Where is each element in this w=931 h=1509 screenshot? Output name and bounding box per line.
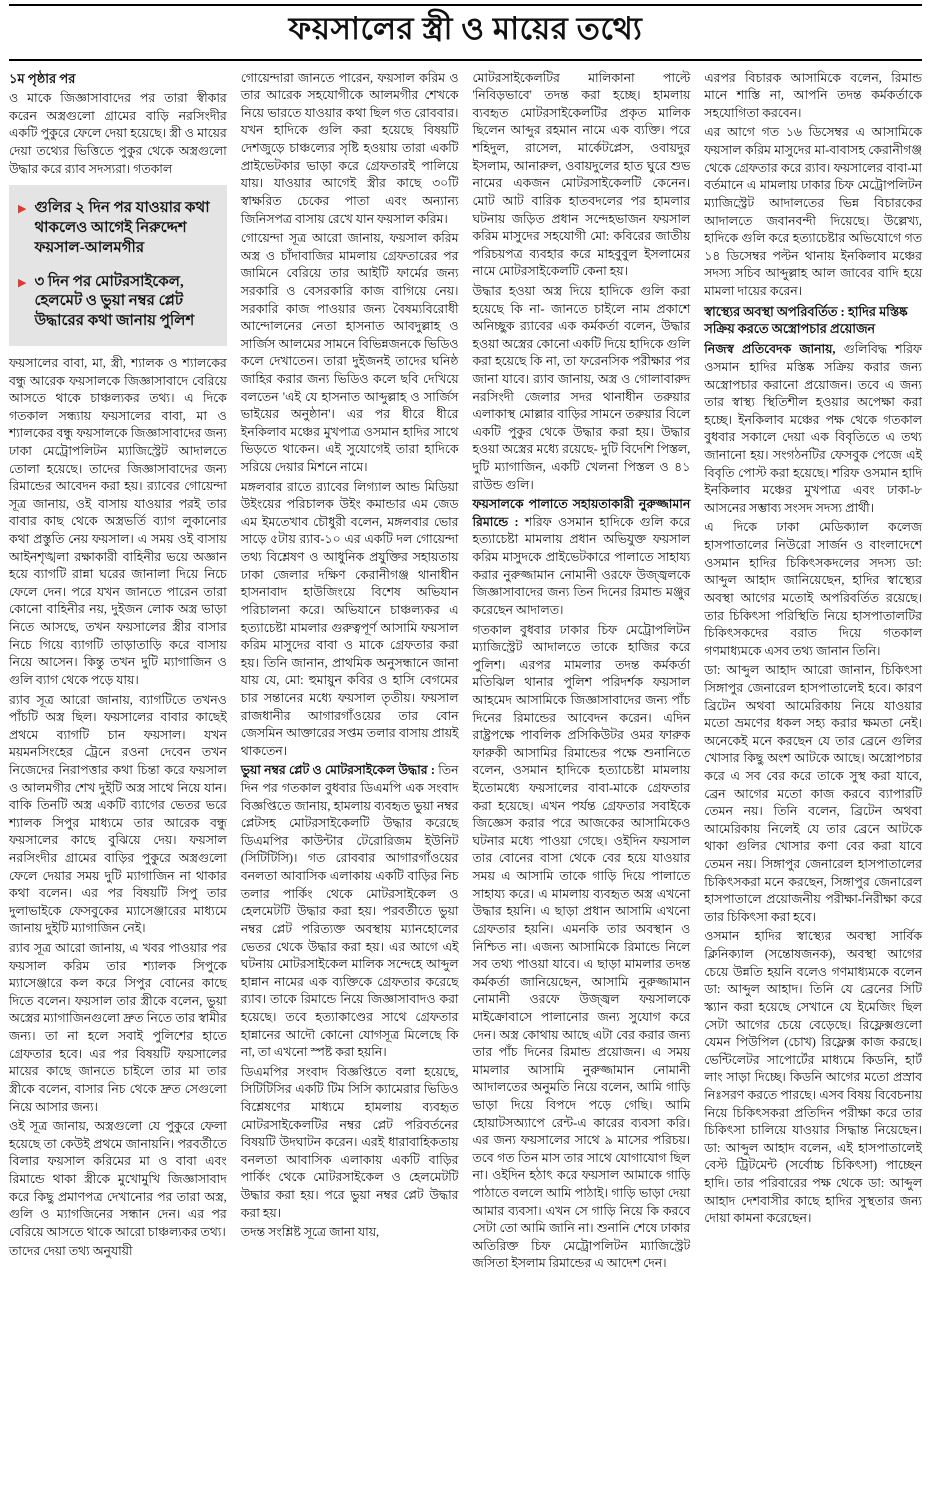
highlight-item-text: ৩ দিন পর মোটরসাইকেল, হেলমেট ও ভুয়া নম্বর প্লেট উদ্ধারের কথা জানায় পুলিশ — [34, 273, 195, 330]
highlight-item — [18, 199, 217, 258]
article-paragraph: এরপর বিচারক আসামিকে বলেন, রিমান্ড মানে শাস্তি না, আপনি তদন্ত কর্মকর্তাকে সহযোগিতা করবেন। — [704, 70, 922, 120]
article-paragraph: ওসমান হাদির স্বাস্থ্যের অবস্থা সার্বিক ক্লিনিক্যাল (সন্তোষজনক), অবস্থা আগের চেয়ে উন্নতি হয়নি বলেও গণমাধ্যমকে বলেন ডা: আব্দুল আহাদ। তিনি যে ব্রেনের সিটি স্ক্যান করা হয়েছে সেখানে যে ইমেজিং ছিল সেটা আগের চেয়ে বেড়েছে। রিফ্লেক্সগুলো যেমন পিউপিল (চোখ) রিফ্লেক্স কাজ করছে। ভেন্টিলেটর সাপোর্টের মাধ্যমে কিডনি, হার্ট লাং সাড়া দিচ্ছে। কিডনি আগের মতো প্রস্রাব নিঃসরণ করতে পারছে। এসব বিষয় বিবেচনায় নিয়ে চিকিৎসকরা প্রতিদিন পরীক্ষা করে তার চিকিৎসা চালিয়ে যাওয়ার সিদ্ধান্ত নিয়েছেন। ডা: আব্দুল আহাদ বলেন, এই হাসপাতালেই বেস্ট ট্রিটমেন্ট (সর্বোচ্চ চিকিৎসা) পাচ্ছেন হাদি। তার পরিবারের পক্ষ থেকে ডা: আব্দুল আহাদ দেশবাসীর কাছে হাদির সুস্থতার জন্য দোয়া কামনা করেছেন। — [704, 929, 922, 1226]
bullet-arrow-icon: ▶ — [18, 203, 27, 216]
paragraph-lead: নিজস্ব প্রতিবেদক জানায়, — [704, 342, 844, 357]
article-paragraph: এর আগে গত ১৬ ডিসেম্বর এ আসামিকে ফয়সাল করিম মাসুদের মা-বাবাসহ কেরানীগঞ্জ থেকে গ্রেফতার করে র‍্যাব। ফয়সালের বাবা-মা বর্তমানে এ মামলায় ঢাকার চিফ মেট্রোপলিটন ম্যাজিস্ট্রেট আদালতের ভিন্ন বিচারকের আদালতে জবানবন্দী দিয়েছে। উল্লেখ্য, হাদিকে গুলি করে হত্যাচেষ্টার অভিযোগে গত ১৪ ডিসেম্বর পল্টন থানায় ইনকিলাব মঞ্চের সদস্য সচিব আব্দুল্লাহ আল জাবের বাদি হয়ে মামলা দায়ের করেন। — [704, 125, 922, 298]
article-headline: ফয়সালের স্ত্রী ও মায়ের তথ্যে — [288, 11, 643, 46]
article-header — [9, 4, 922, 61]
article-column-4 — [704, 70, 922, 1230]
article-paragraph: ডা: আব্দুল আহাদ আরো জানান, চিকিৎসা সিঙ্গাপুর জেনারেল হাসপাতালেই হবে। কারণ ব্রিটেন অথবা আমেরিকায় নিয়ে যাওয়ার মতো ভ্রমণের ধকল সহ্য করার ক্ষমতা নেই। অনেকেই মনে করছেন যে তার ব্রেনে গুলির খোসার কিছু অংশ আটকে আছে। অস্ত্রোপচার করে এ সব বের করে তাকে সুস্থ করা যাবে, ব্রেন আগের মতো কাজ করবে ব্যাপারটি তেমন নয়। তিনি বলেন, ব্রিটেন অথবা আমেরিকায় নিলেই যে তার ব্রেনে আটকে থাকা গুলির খোসার কণা বের করা যাবে তেমন নয়। সিঙ্গাপুর জেনারেল হাসপাতালের চিকিৎসকরা মনে করছেন, সিঙ্গাপুর জেনারেল হাসপাতালে প্রয়োজনীয় পরীক্ষা-নিরীক্ষা করে তার চিকিৎসা করা হবে। — [704, 663, 922, 924]
article-paragraph: ফয়সালকে পালাতে সহায়তাকারী নুরুজ্জামান রিমান্ডে : শরিফ ওসমান হাদিকে গুলি করে হত্যাচেষ্টা মামলায় প্রধান অভিযুক্ত ফয়সাল করিম মাসুদকে প্রাইভেটকারে পালাতে সাহায্য করার নুরুজ্জামান নোমানী ওরফে উজ্জ্বলকে জিজ্ঞাসাবাদের জন্য তিন দিনের রিমান্ড মঞ্জুর করেছেন আদালত। — [472, 497, 691, 617]
article-paragraph: তাদের দেয়া তথ্য অনুযায়ী — [9, 1244, 133, 1259]
article-paragraph: মঙ্গলবার রাতে র‍্যাবের লিগ্যাল আন্ড মিডিয়া উইংয়ের পরিচালক উইং কমান্ডার এম জেড এম ইমতেখাব চৌধুরী বলেন, মঙ্গলবার ভোর সাড়ে ৫টায় র‍্যাব-১০ এর একটি দল গোয়েন্দা তথ্য বিশ্লেষণ ও আধুনিক প্রযুক্তির সহায়তায় ঢাকা জেলার দক্ষিণ কেরানীগঞ্জ থানাধীন হাসনাবাদ হাউজিংয়ে বিশেষ অভিযান পরিচালনা করে। অভিযানে চাঞ্চল্যকর এ হত্যাচেষ্টা মামলার গুরুত্বপূর্ণ আসামি ফয়সাল করিম মাসুদের বাবা ও মাকে গ্রেফতার করা হয়। তিনি জানান, প্রাথমিক অনুসন্ধানে জানা যায় যে, মো: হুমায়ুন কবির ও হাসি বেগমের চার সন্তানের মধ্যে ফয়সাল তৃতীয়। ফয়সাল রাজধানীর আগারগাঁওয়ের তার বোন জেসমিন আক্তারের সপ্তম তলার বাসায় প্রায়ই থাকতেন। — [240, 479, 459, 758]
article-paragraph: ডিএমপির সংবাদ বিজ্ঞপ্তিতে বলা হয়েছে, সিটিটিসির একটি টিম সিসি ক্যামেরার ভিডিও বিশ্লেষণের মাধ্যমে হামলায় ব্যবহৃত মোটরসাইকেলটির নম্বর প্লেট পরিবর্তনের বিষয়টি উদঘাটন করেন। এরই ধারাবাহিকতায় বনলতা আবাসিক এলাকায় একটি বাড়ির পার্কিং থেকে মোটরসাইকেল ও হেলমেটটি উদ্ধার করা হয়। পরে ভুয়া নম্বর প্লেট উদ্ধার করা হয়। — [240, 1064, 459, 1220]
article-paragraph: ফয়সালের বাবা, মা, স্ত্রী, শ্যালক ও শ্যালকের বন্ধু আরেক ফয়সালকে জিজ্ঞাসাবাদে বেরিয়ে আসতে থাকে চাঞ্চল্যকর তথ্য। এ দিকে গতকাল সন্ধ্যায় ফয়সালের বাবা, মা ও শ্যালকের বন্ধু ফয়সালকে জিজ্ঞাসাবাদের জন্য ঢাকা মেট্রোপলিটন ম্যাজিস্ট্রেট আদালতে তোলা হয়েছে। তাদের জিজ্ঞাসাবাদের জন্য রিমান্ডের আবেদন করা হয়। র‍্যাবের গোয়েন্দা সূত্র জানায়, ওই বাসায় যাওয়ার পরই তার বাবার কাছ থেকে অস্ত্রভর্তি ব্যাগ লুকানোর কথা প্রস্তুতি নেয় ফয়সাল। এ সময় ওই বাসায় আইনশৃঙ্খলা রক্ষাকারী বাহিনীর ভয়ে অজ্ঞান হয়ে ব্যাগটি রান্না ঘরের জানালা দিয়ে নিচে ফেলে দেন। পরে যখন জানতে পারেন তারা কোনো বাহিনীর নয়, দুইজন লোক অস্ত্র ভাড়া নিতে আসছে, তখন ফয়সালের স্ত্রীর বাসার নিচে গিয়ে ব্যাগটি তাড়াতাড়ি করে বাসায় নিয়ে আসেন। কিন্তু তখন দুটি ম্যাগাজিন ও গুলি ব্যাগ থেকে পড়ে যায়। — [9, 355, 227, 687]
paragraph-lead: ফয়সালকে পালাতে সহায়তাকারী নুরুজ্জামান রিমান্ডে : — [472, 497, 691, 529]
article-paragraph: নিজস্ব প্রতিবেদক জানায়, গুলিবিদ্ধ শরিফ ওসমান হাদির মস্তিষ্ক সক্রিয় করার জন্য অস্ত্রোপচার করানো প্রয়োজন। তবে এ জন্য তার স্বাস্থ্য স্থিতিশীল হওয়ার অপেক্ষা করা হচ্ছে। ইনকিলাব মঞ্চের পক্ষ থেকে গতকাল বুধবার সকালে দেয়া এক বিবৃতিতে এ তথ্য জানানো হয়। সংগঠনটির ফেসবুক পেজে এই বিবৃতি পোস্ট করা হয়েছে। শরিফ ওসমান হাদি ইনকিলাব মঞ্চের মুখপাত্র এবং ঢাকা-৮ আসনের সম্ভাব্য সংসদ সদস্য প্রার্থী। — [704, 342, 922, 515]
article-paragraph: গোয়েন্দা সূত্র আরো জানায়, ফয়সাল করিম অস্ত্র ও চাঁদাবাজির মামলায় গ্রেফতারের পর জামিনে বেরিয়ে তার আইটি ফার্মের জন্য সরকারি ও বেসরকারি কাজ বাগিয়ে নেয়। সরকারি কাজ পাওয়ার জন্য বৈষম্যবিরোধী আন্দোলনের নেতা হাসনাত আবদুল্লাহ ও সার্জিস আলমের সামনে বিভিন্নজনকে ভিডিও কলে দেখাতেন। তারা দুইজনই তাদের ঘনিষ্ঠ জাহির করার জন্য ভিডিও কলে ছবি দেখিয়ে বলতেন 'এই যে হাসনাত আব্দুল্লাহ ও সার্জিস ভাইয়ের অনুষ্ঠান'। এর পর ধীরে ধীরে ইনকিলাব মঞ্চের মুখপাত্র ওসমান হাদির সাথে ভিড়তে থাকেন। এই সুযোগেই তারা হাদিকে সরিয়ে দেয়ার মিশনে নামে। — [240, 231, 459, 475]
article-paragraph: র‍্যাব সূত্র আরো জানায়, ব্যাগটিতে তখনও পাঁচটি অস্ত্র ছিল। ফয়সালের বাবার কাছেই প্রথমে ব্যাগটি চান ফয়সাল। যখন ময়মনসিংহের ট্রেনে রওনা দেবেন তখন নিজেদের নিরাপত্তার কথা চিন্তা করে ফয়সাল ও আলমগীর শেখ দুইটি অস্ত্র সাথে নিয়ে যান। বাকি তিনটি অস্ত্র একটি ব্যাগের ভেতর ভরে শ্যালক সিপুর মাধ্যমে তার আরেক বন্ধু ফয়সালের কাছে বুঝিয়ে দেয়। ফয়সাল নরসিংদীর গ্রামের বাড়ির পুকুরে অস্ত্রগুলো ফেলে দেয়ার সময় দুটি ম্যাগাজিন না থাকার কথা বলেন। এর পর বিষয়টি সিপু তার দুলাভাইকে ফেসবুকের ম্যাসেঞ্জারের মাধ্যমে জানায় দুইটি ম্যাগাজিন নেই। — [9, 692, 227, 936]
highlight-item-text: গুলির ২ দিন পর যাওয়ার কথা থাকলেও আগেই নিরুদ্দেশ ফয়সাল-আলমগীর — [34, 200, 210, 256]
paragraph-lead: ভুয়া নম্বর প্লেট ও মোটরসাইকেল উদ্ধার : — [240, 763, 439, 778]
article-paragraph: উদ্ধার হওয়া অস্ত্র দিয়ে হাদিকে গুলি করা হয়েছে কি না- জানতে চাইলে নাম প্রকাশে অনিচ্ছুক র‍্যাবের এক কর্মকর্তা বলেন, উদ্ধার হওয়া অস্ত্রের কোনো একটি দিয়ে হাদিকে গুলি করা হয়েছে কি না, তা ফরেনসিক পরীক্ষার পর জানা যাবে। র‍্যাব জানায়, অস্ত্র ও গোলাবারুদ নরসিংদী জেলার সদর থানাধীন তরুয়ার এলাকাস্থ মোল্লার বাড়ির সামনে তরুয়ার বিলে একটি পুকুর থেকে উদ্ধার করা হয়। উদ্ধার হওয়া অস্ত্রের মধ্যে রয়েছে- দুটি বিদেশি পিস্তল, দুটি ম্যাগাজিন, একটি খেলনা পিস্তল ও ৪১ রাউন্ড গুলি। — [472, 283, 691, 492]
article-paragraph: ও মাকে জিজ্ঞাসাবাদের পর তারা স্বীকার করেন অস্ত্রগুলো গ্রামের বাড়ি নরসিংদীর একটি পুকুরে ফেলে দেয়া হয়েছে। স্ত্রী ও মায়ের দেয়া তথ্যের ভিত্তিতে পুকুর থেকে অস্ত্রগুলো উদ্ধার করে র‍্যাব সদস্যরা। গতকাল — [9, 91, 227, 176]
article-paragraph: গোয়েন্দারা জানতে পারেন, ফয়সাল করিম ও তার আরেক সহযোগীকে আলমগীর শেখকে নিয়ে ভারতে যাওয়ার কথা ছিল গত রোববার। যখন হাদিকে গুলি করা হয়েছে বিষয়টি দেশজুড়ে চাঞ্চল্যের সৃষ্টি হওয়ায় তারা একটি প্রাইভেটকার ভাড়া করে গ্রেফতারই পালিয়ে যায়। যাওয়ার আগেই স্ত্রীর কাছে ৩০টি স্বাক্ষরিত চেকের পাতা এবং অন্যান্য জিনিসপত্র বাসায় রেখে যান ফয়সাল করিম। — [240, 70, 459, 226]
article-body — [9, 70, 922, 1275]
article-paragraph: মোটরসাইকেলটির মালিকানা পাল্টে 'নিবিড়ভাবে' তদন্ত করা হচ্ছে। হামলায় ব্যবহৃত মোটরসাইকেলটির প্রকৃত মালিক ছিলেন আব্দুর রহমান নামে এক ব্যক্তি। পরে শহিদুল, রাসেল, মার্কেটপ্লেস, ওবায়দুর ইসলাম, আনারুল, ওবায়দুলের হাত ঘুরে শুভ নামের একজন মোটরসাইকেলটি কেনেন। মোট আট বারিক হাতবদলের পর হামলার ঘটনায় জড়িত প্রধান সন্দেহভাজন ফয়সাল করিম মাসুদের সহযোগী মো: কবিরের জাতীয় পরিচয়পত্র ব্যবহার করে মাহবুবুল ইসলামের নামে মোটরসাইকেলটি কেনা হয়। — [472, 70, 691, 279]
article-paragraph: ওই সূত্র জানায়, অস্ত্রগুলো যে পুকুরে ফেলা হয়েছে তা কেউই প্রথমে জানায়নি। পরবর্তীতে বিলার ফয়সাল করিমের মা ও বাবা এবং রিমান্ডে থাকা স্ত্রীকে মুখোমুখি জিজ্ঞাসাবাদ করে কিছু প্রমাণপত্র দেখানোর পর তারা অস্ত্র, গুলি ও ম্যাগজিনের সন্ধান দেন। এর পর বেরিয়ে আসতে থাকে আরো চাঞ্চল্যকর তথ্য। — [9, 1119, 227, 1239]
article-paragraph: গতকাল বুধবার ঢাকার চিফ মেট্রোপলিটন ম্যাজিস্ট্রেট আদালতে তাকে হাজির করে পুলিশ। এরপর মামলার তদন্ত কর্মকর্তা মতিঝিল থানার পুলিশ পরিদর্শক ফয়সাল আহমেদ আসামিকে জিজ্ঞাসাবাদের জন্য পাঁচ দিনের রিমান্ডের আবেদন করেন। এদিন রাষ্ট্রপক্ষে পাবলিক প্রসিকিউটর ওমর ফারুক ফারুকী আসামির রিমান্ডের পক্ষে শুনানিতে বলেন, ওসমান হাদিকে হত্যাচেষ্টা মামলায় ইতোমধ্যে ফয়সালের বাবা-মাকে গ্রেফতার করা হয়েছে। এখন পর্যন্ত গ্রেফতার সবাইকে জিজ্ঞেস করার পরে আজকের আসামিকেও ঘটনার মধ্যে পাওয়া গেছে। ওইদিন ফয়সাল তার বোনের বাসা থেকে বের হয়ে যাওয়ার সময় এ আসামি তাকে গাড়ি দিয়ে পালাতে সাহায্য করে। এ মামলায় ব্যবহৃত অস্ত্র এখনো উদ্ধার হয়নি। এ ছাড়া প্রধান আসামি এখনো গ্রেফতার হয়নি। এমনকি তার অবস্থান ও নিশ্চিত না। এজন্য আসামিকে রিমান্ডে নিলে সব তথ্য পাওয়া যাবে। এ ছাড়া মামলার তদন্ত কর্মকর্তা জানিয়েছেন, আসামি নুরুজ্জামান নোমানী ওরফে উজ্জ্বল ফয়সালকে মাইক্রোবাসে পালানোর জন্য সুযোগ করে দেন। অস্ত্র কোথায় আছে এটা বের করার জন্য তার পাঁচ দিনের রিমান্ড প্রয়োজন। এ সময় মামলার আসামি নুরুজ্জামান নোমানী আদালতের অনুমতি নিয়ে বলেন, আমি গাড়ি ভাড়া দিয়ে বিপদে পড়ে গেছি। আমি হোয়াটসঅ্যাপে রেন্ট-এ কারের ব্যবসা করি। এর জন্য ফয়সালের সাথে ৯ মাসের পরিচয়। তবে গত তিন মাস তার সাথে যোগাযোগ ছিল না। ওইদিন হঠাৎ করে ফয়সাল আমাকে গাড়ি পাঠাতে বললে আমি পাঠাই। গাড়ি ভাড়া দেয়া আমার ব্যবসা। এখন সে গাড়ি নিয়ে কি করবে সেটা তো আমি জানি না। শুনানি শেষে ঢাকার অতিরিক্ত চিফ মেট্রোপলিটন ম্যাজিস্ট্রেট জসিতা ইসলাম রিমান্ডের এ আদেশ দেন। — [472, 622, 691, 1271]
article-paragraph: র‍্যাব সূত্র আরো জানায়, এ খবর পাওয়ার পর ফয়সাল করিম তার শ্যালক সিপুকে ম্যাসেঞ্জারে কল করে সিপুর বোনের কাছে দিতে বলেন। ফয়সাল তার স্ত্রীকে বলেন, ভুয়া অস্ত্রের ম্যাগাজিনগুলো দ্রুত নিতে তার স্বামীর জন্য। তা না হলে সবাই পুলিশের হাতে গ্রেফতার হবে। এর পর বিষয়টি ফয়সালের মায়ের কাছে জানতে চাইলে তার মা তার স্ত্রীকে বলেন, বাসার নিচ থেকে দ্রুত সেগুলো নিয়ে আসার জন্য। — [9, 941, 227, 1114]
article-column-2 — [241, 70, 459, 1244]
section-subhead: স্বাস্থ্যের অবস্থা অপরিবর্তিত : হাদির মস্তিষ্ক সক্রিয় করতে অস্ত্রোপচার প্রয়োজন — [704, 304, 908, 337]
article-paragraph: এ দিকে ঢাকা মেডিক্যাল কলেজ হাসপাতালের নিউরো সার্জন ও বাংলাদেশে ওসমান হাদির চিকিৎসকদলের সদস্য ডা: আব্দুল আহাদ জানিয়েছেন, হাদির স্বাস্থ্যের অবস্থা আগের মতোই অপরিবর্তিত রয়েছে। তার চিকিৎসা পরিস্থিতি নিয়ে হাসপাতালটির চিকিৎসকদের বরাত দিয়ে গতকাল গণমাধ্যমকে এসব তথ্য জানান তিনি। — [704, 520, 922, 658]
article-paragraph: ভুয়া নম্বর প্লেট ও মোটরসাইকেল উদ্ধার : তিন দিন পর গতকাল বুধবার ডিএমপি এক সংবাদ বিজ্ঞপ্তিতে জানায়, হামলায় ব্যবহৃত ভুয়া নম্বর প্লেটসহ মোটরসাইকেলটি উদ্ধার করেছে ডিএমপির কাউন্টার টেরোরিজম ইউনিট (সিটিটিসি)। গত রোববার আগারগাঁওয়ের বনলতা আবাসিক এলাকায় একটি বাড়ির নিচ তলার পার্কিং থেকে মোটরসাইকেল ও হেলমেটটি উদ্ধার করা হয়। পরবর্তীতে ভুয়া নম্বর প্লেট পরিত্যক্ত অবস্থায় ম্যানহোলের ভেতর থেকে উদ্ধার করা হয়। এর আগে এই ঘটনায় মোটরসাইকেল মালিক সন্দেহে আব্দুল হান্নান নামের এক ব্যক্তিকে গ্রেফতার করেছে র‍্যাব। তাকে রিমান্ডে নিয়ে জিজ্ঞাসাবাদও করা হয়েছে। তবে হত্যাকাণ্ডের সাথে গ্রেফতার হান্নানের আদৌ কোনো যোগসূত্র মিলেছে কি না, তা এখনো স্পষ্ট করা হয়নি। — [240, 763, 459, 1060]
article-paragraph: তদন্ত সংশ্লিষ্ট সূত্রে জানা যায়, — [240, 1225, 380, 1240]
article-column-3 — [473, 70, 691, 1275]
page-continuation-kicker: ১ম পৃষ্ঠার পর — [9, 70, 76, 86]
bullet-arrow-icon: ▶ — [18, 276, 27, 289]
highlight-box — [9, 185, 227, 346]
highlight-item — [18, 273, 217, 332]
article-column-1 — [9, 70, 227, 1263]
